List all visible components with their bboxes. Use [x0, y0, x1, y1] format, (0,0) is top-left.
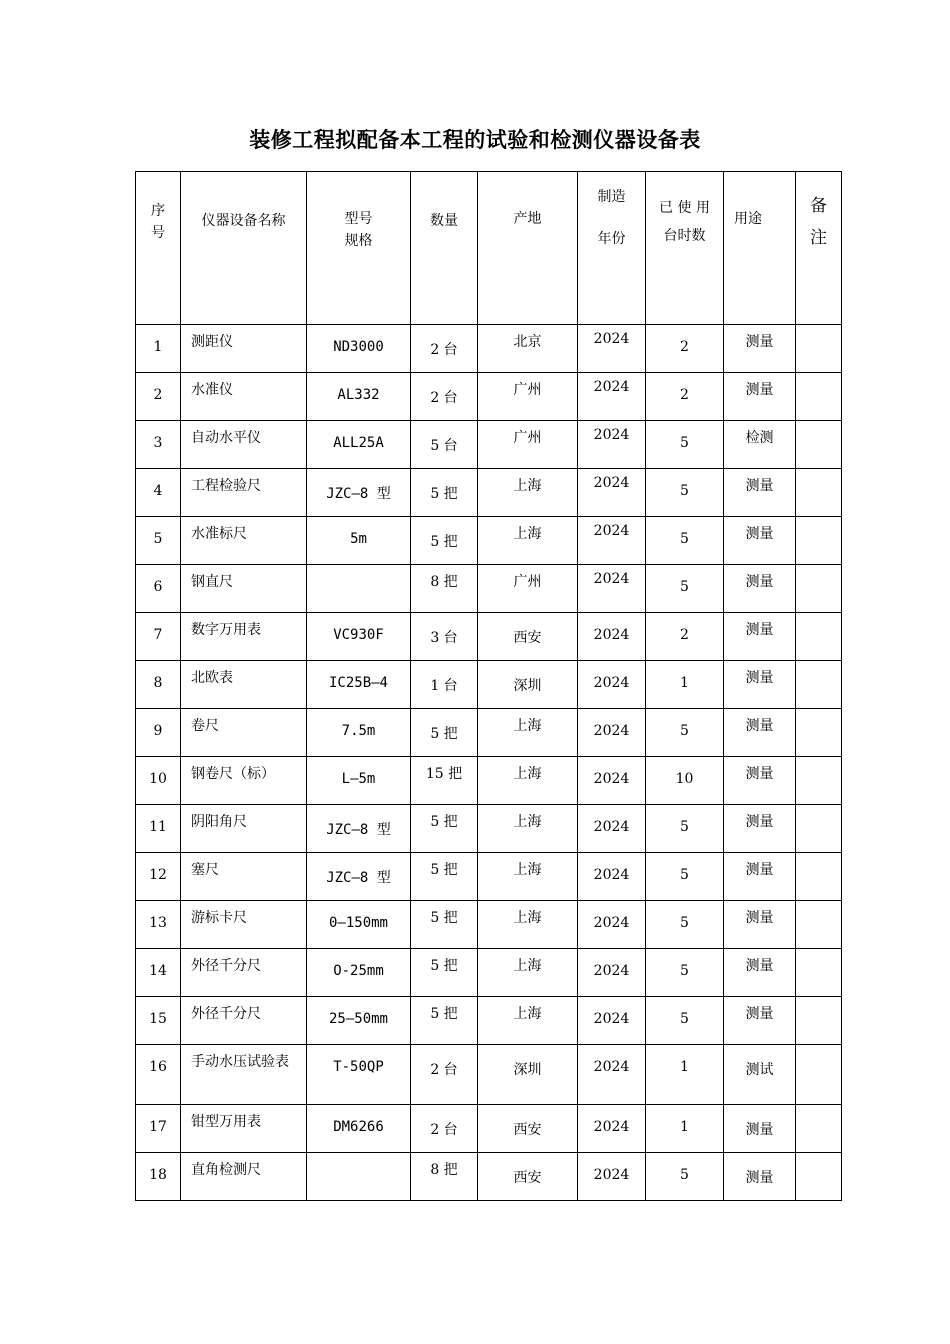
header-hours-line2: 台时数 — [663, 228, 706, 244]
cell-seq: 15 — [136, 997, 181, 1045]
cell-note — [796, 997, 842, 1045]
header-seq-line2: 号 — [151, 225, 165, 241]
cell-qty: 2 台 — [411, 1045, 478, 1105]
header-hours-line1: 已 使 用 — [659, 200, 710, 216]
header-qty: 数量 — [411, 172, 478, 325]
cell-note — [796, 757, 842, 805]
cell-note — [796, 469, 842, 517]
table-row — [136, 613, 842, 661]
table-row — [136, 421, 842, 469]
table-row — [136, 469, 842, 517]
cell-model: DM6266 — [307, 1105, 411, 1153]
header-seq — [136, 172, 181, 325]
cell-year: 2024 — [578, 901, 646, 949]
cell-origin: 深圳 — [478, 661, 578, 709]
cell-note — [796, 517, 842, 565]
cell-name: 塞尺 — [181, 853, 307, 901]
cell-year: 2024 — [578, 661, 646, 709]
cell-seq: 7 — [136, 613, 181, 661]
cell-use: 测量 — [724, 613, 796, 661]
cell-year: 2024 — [578, 853, 646, 901]
cell-note — [796, 709, 842, 757]
cell-seq: 16 — [136, 1045, 181, 1105]
cell-use: 测量 — [724, 1105, 796, 1153]
cell-model: T-50QP — [307, 1045, 411, 1105]
cell-seq: 4 — [136, 469, 181, 517]
cell-seq: 8 — [136, 661, 181, 709]
cell-model: IC25B—4 — [307, 661, 411, 709]
cell-origin: 上海 — [478, 757, 578, 805]
cell-qty: 1 台 — [411, 661, 478, 709]
cell-model: 25—50mm — [307, 997, 411, 1045]
header-origin: 产地 — [478, 172, 578, 325]
cell-name: 直角检测尺 — [181, 1153, 307, 1201]
cell-name: 游标卡尺 — [181, 901, 307, 949]
cell-hours: 2 — [646, 373, 724, 421]
cell-hours: 5 — [646, 805, 724, 853]
header-use: 用途 — [724, 172, 796, 325]
cell-seq: 18 — [136, 1153, 181, 1201]
cell-qty: 5 把 — [411, 901, 478, 949]
equipment-table — [135, 171, 842, 1201]
document-title: 装修工程拟配备本工程的试验和检测仪器设备表 — [249, 128, 701, 152]
cell-name: 阴阳角尺 — [181, 805, 307, 853]
cell-seq: 3 — [136, 421, 181, 469]
table-row — [136, 709, 842, 757]
header-model-line1: 型号 — [344, 211, 373, 227]
cell-seq: 9 — [136, 709, 181, 757]
cell-seq: 17 — [136, 1105, 181, 1153]
cell-model: O-25mm — [307, 949, 411, 997]
cell-hours: 2 — [646, 325, 724, 373]
cell-hours: 1 — [646, 661, 724, 709]
table-row — [136, 1153, 842, 1201]
cell-origin: 西安 — [478, 1105, 578, 1153]
cell-year: 2024 — [578, 373, 646, 421]
cell-seq: 1 — [136, 325, 181, 373]
cell-use: 测量 — [724, 805, 796, 853]
table-row — [136, 373, 842, 421]
header-year-line1: 制造 — [597, 189, 626, 205]
cell-hours: 5 — [646, 565, 724, 613]
cell-name: 钢卷尺（标） — [181, 757, 307, 805]
cell-qty: 5 把 — [411, 949, 478, 997]
table-row — [136, 949, 842, 997]
cell-year: 2024 — [578, 565, 646, 613]
cell-model: ALL25A — [307, 421, 411, 469]
cell-note — [796, 853, 842, 901]
cell-hours: 5 — [646, 469, 724, 517]
cell-note — [796, 1153, 842, 1201]
cell-year: 2024 — [578, 805, 646, 853]
cell-model: 7.5m — [307, 709, 411, 757]
cell-note — [796, 901, 842, 949]
cell-model: JZC—8 型 — [307, 805, 411, 853]
cell-hours: 2 — [646, 613, 724, 661]
cell-origin: 上海 — [478, 709, 578, 757]
cell-name: 工程检验尺 — [181, 469, 307, 517]
header-note-line2: 注 — [810, 228, 827, 248]
cell-use: 测量 — [724, 325, 796, 373]
cell-name: 外径千分尺 — [181, 997, 307, 1045]
cell-year: 2024 — [578, 325, 646, 373]
cell-note — [796, 661, 842, 709]
cell-note — [796, 805, 842, 853]
cell-model: ND3000 — [307, 325, 411, 373]
cell-hours: 1 — [646, 1045, 724, 1105]
table-row — [136, 757, 842, 805]
cell-qty: 5 把 — [411, 805, 478, 853]
cell-model: L—5m — [307, 757, 411, 805]
cell-hours: 5 — [646, 709, 724, 757]
cell-name: 北欧表 — [181, 661, 307, 709]
cell-name: 钢直尺 — [181, 565, 307, 613]
table-row — [136, 1045, 842, 1105]
cell-model — [307, 1153, 411, 1201]
cell-hours: 5 — [646, 421, 724, 469]
cell-origin: 广州 — [478, 565, 578, 613]
cell-qty: 5 把 — [411, 709, 478, 757]
cell-hours: 5 — [646, 949, 724, 997]
cell-model: 5m — [307, 517, 411, 565]
cell-qty: 5 把 — [411, 517, 478, 565]
cell-qty: 3 台 — [411, 613, 478, 661]
cell-year: 2024 — [578, 517, 646, 565]
cell-qty: 5 把 — [411, 997, 478, 1045]
cell-note — [796, 565, 842, 613]
cell-year: 2024 — [578, 949, 646, 997]
header-name: 仪器设备名称 — [181, 172, 307, 325]
cell-origin: 广州 — [478, 373, 578, 421]
table-row — [136, 805, 842, 853]
cell-qty: 2 台 — [411, 1105, 478, 1153]
table-row — [136, 517, 842, 565]
table-row — [136, 901, 842, 949]
cell-year: 2024 — [578, 709, 646, 757]
cell-hours: 5 — [646, 1153, 724, 1201]
cell-qty: 2 台 — [411, 373, 478, 421]
cell-seq: 2 — [136, 373, 181, 421]
cell-qty: 8 把 — [411, 1153, 478, 1201]
cell-name: 测距仪 — [181, 325, 307, 373]
cell-use: 测试 — [724, 1045, 796, 1105]
header-note-line1: 备 — [810, 196, 827, 216]
table-row — [136, 325, 842, 373]
cell-year: 2024 — [578, 1045, 646, 1105]
cell-origin: 上海 — [478, 901, 578, 949]
cell-use: 测量 — [724, 757, 796, 805]
header-seq-line1: 序 — [151, 203, 165, 219]
cell-name: 水准仪 — [181, 373, 307, 421]
cell-name: 手动水压试验表 — [181, 1045, 307, 1105]
cell-origin: 上海 — [478, 517, 578, 565]
cell-hours: 10 — [646, 757, 724, 805]
cell-year: 2024 — [578, 613, 646, 661]
cell-use: 检测 — [724, 421, 796, 469]
cell-qty: 2 台 — [411, 325, 478, 373]
table-row — [136, 1105, 842, 1153]
cell-use: 测量 — [724, 517, 796, 565]
cell-note — [796, 373, 842, 421]
cell-note — [796, 421, 842, 469]
header-model-line2: 规格 — [344, 233, 373, 249]
cell-year: 2024 — [578, 421, 646, 469]
cell-qty: 5 把 — [411, 853, 478, 901]
cell-qty: 8 把 — [411, 565, 478, 613]
cell-model — [307, 565, 411, 613]
cell-use: 测量 — [724, 853, 796, 901]
cell-year: 2024 — [578, 1153, 646, 1201]
cell-seq: 13 — [136, 901, 181, 949]
cell-qty: 5 把 — [411, 469, 478, 517]
cell-use: 测量 — [724, 661, 796, 709]
cell-name: 钳型万用表 — [181, 1105, 307, 1153]
cell-name: 数字万用表 — [181, 613, 307, 661]
cell-seq: 11 — [136, 805, 181, 853]
cell-seq: 12 — [136, 853, 181, 901]
cell-hours: 5 — [646, 517, 724, 565]
cell-qty: 5 台 — [411, 421, 478, 469]
cell-model: VC930F — [307, 613, 411, 661]
cell-note — [796, 613, 842, 661]
cell-hours: 5 — [646, 997, 724, 1045]
table-row — [136, 565, 842, 613]
cell-seq: 14 — [136, 949, 181, 997]
cell-name: 外径千分尺 — [181, 949, 307, 997]
cell-year: 2024 — [578, 469, 646, 517]
cell-use: 测量 — [724, 469, 796, 517]
cell-note — [796, 1045, 842, 1105]
cell-hours: 5 — [646, 853, 724, 901]
cell-note — [796, 949, 842, 997]
cell-qty: 15 把 — [411, 757, 478, 805]
cell-use: 测量 — [724, 901, 796, 949]
cell-name: 水准标尺 — [181, 517, 307, 565]
header-year-line2: 年份 — [597, 231, 626, 247]
header-model — [307, 172, 411, 325]
cell-name: 自动水平仪 — [181, 421, 307, 469]
header-hours — [646, 172, 724, 325]
cell-origin: 上海 — [478, 853, 578, 901]
cell-use: 测量 — [724, 1153, 796, 1201]
cell-note — [796, 1105, 842, 1153]
cell-origin: 上海 — [478, 949, 578, 997]
cell-origin: 西安 — [478, 613, 578, 661]
cell-name: 卷尺 — [181, 709, 307, 757]
cell-year: 2024 — [578, 997, 646, 1045]
cell-seq: 5 — [136, 517, 181, 565]
table-row — [136, 661, 842, 709]
cell-origin: 上海 — [478, 469, 578, 517]
cell-origin: 西安 — [478, 1153, 578, 1201]
cell-model: JZC—8 型 — [307, 469, 411, 517]
cell-use: 测量 — [724, 565, 796, 613]
cell-hours: 1 — [646, 1105, 724, 1153]
cell-origin: 上海 — [478, 997, 578, 1045]
header-row — [136, 172, 842, 325]
cell-model: JZC—8 型 — [307, 853, 411, 901]
cell-year: 2024 — [578, 1105, 646, 1153]
table-row — [136, 997, 842, 1045]
cell-use: 测量 — [724, 709, 796, 757]
cell-origin: 深圳 — [478, 1045, 578, 1105]
table-row — [136, 853, 842, 901]
cell-origin: 广州 — [478, 421, 578, 469]
cell-model: AL332 — [307, 373, 411, 421]
header-note — [796, 172, 842, 325]
cell-origin: 上海 — [478, 805, 578, 853]
header-year — [578, 172, 646, 325]
cell-use: 测量 — [724, 997, 796, 1045]
cell-seq: 10 — [136, 757, 181, 805]
cell-hours: 5 — [646, 901, 724, 949]
cell-use: 测量 — [724, 373, 796, 421]
cell-seq: 6 — [136, 565, 181, 613]
cell-model: 0—150mm — [307, 901, 411, 949]
cell-use: 测量 — [724, 949, 796, 997]
cell-origin: 北京 — [478, 325, 578, 373]
cell-note — [796, 325, 842, 373]
cell-year: 2024 — [578, 757, 646, 805]
